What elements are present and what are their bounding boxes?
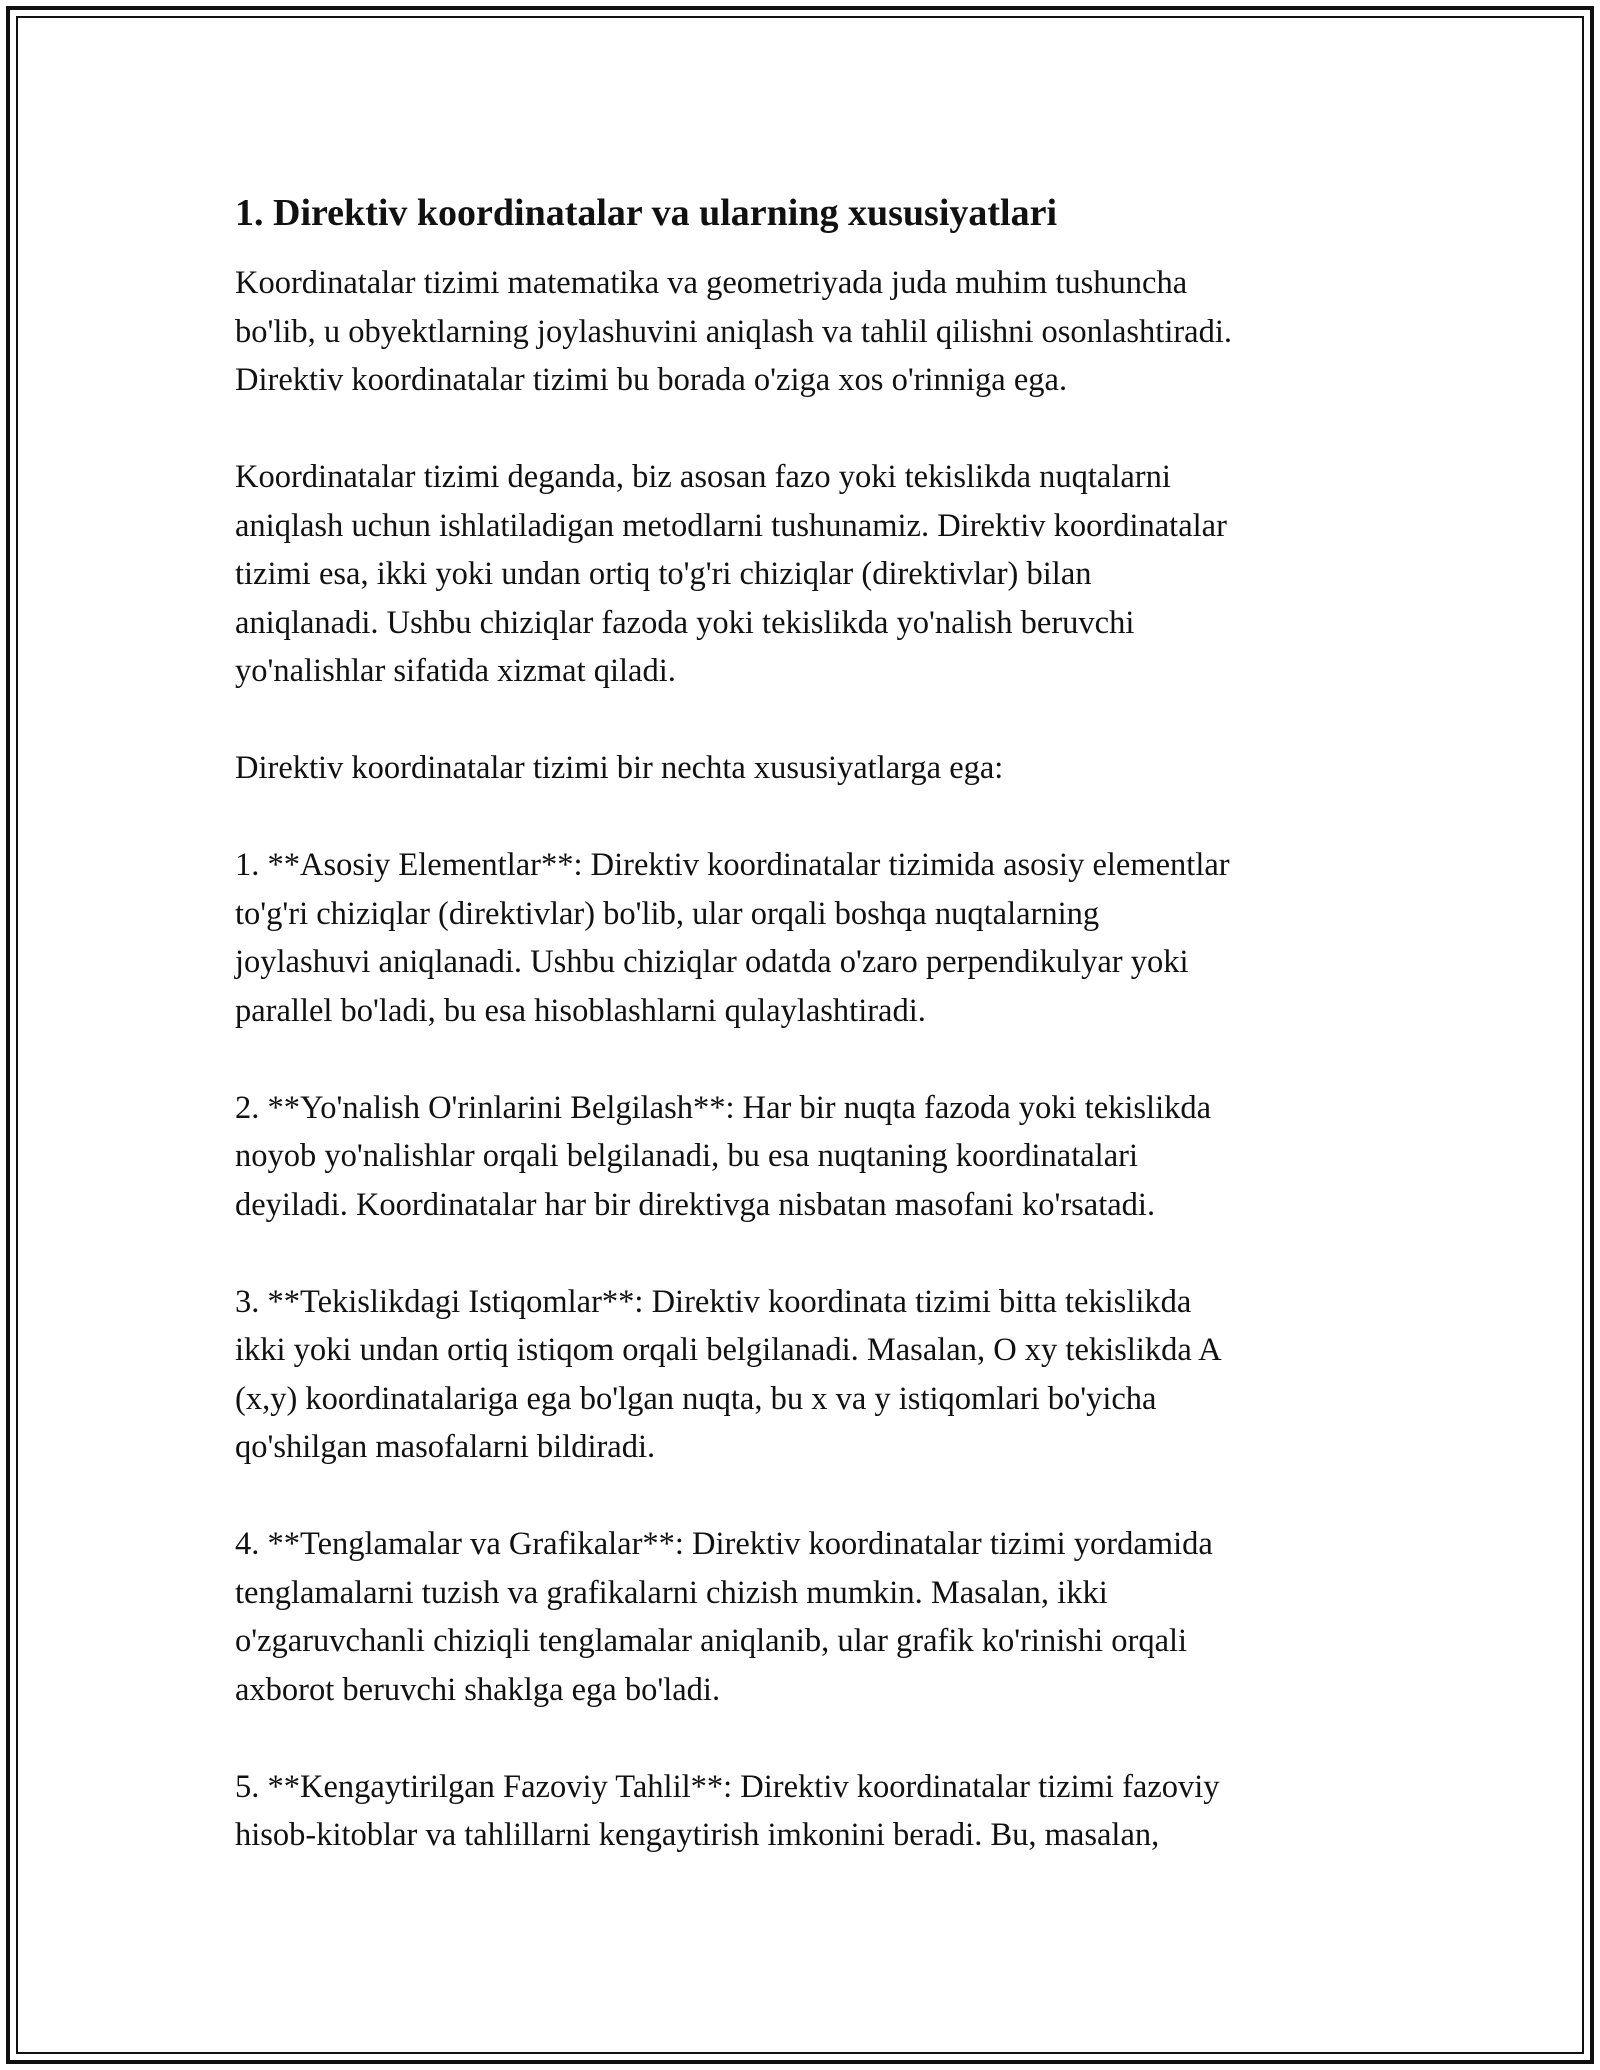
list-item-3 [235, 1278, 1370, 1472]
list-item-4 [235, 1520, 1370, 1714]
text-line: (x,y) koordinatalariga ega bo'lgan nuqta, bu x va y istiqomlari bo'yicha [235, 1380, 1157, 1417]
text-line: yo'nalishlar sifatida xizmat qiladi. [235, 653, 676, 689]
list-item-5 [235, 1763, 1370, 1860]
text-line: noyob yo'nalishlar orqali belgilanadi, bu esa nuqtaning koordinatalari [235, 1138, 1138, 1174]
text-line: bo'lib, u obyektlarning joylashuvini aniqlash va tahlil qilishni osonlashtiradi. [235, 313, 1232, 350]
text-line: tenglamalarni tuzish va grafikalarni chizish mumkin. Masalan, ikki [235, 1574, 1108, 1611]
list-item-1 [235, 841, 1370, 1035]
text-line: 1. **Asosiy Elementlar**: Direktiv koordinatalar tizimida asosiy elementlar [235, 847, 1230, 883]
text-line: Direktiv koordinatalar tizimi bir nechta xususiyatlarga ega: [235, 750, 1004, 786]
text-line: aniqlash uchun ishlatiladigan metodlarni tushunamiz. Direktiv koordinatalar [235, 507, 1227, 544]
paragraph-properties-intro [235, 744, 1370, 793]
text-line: 3. **Tekislikdagi Istiqomlar**: Direktiv koordinata tizimi bitta tekislikda [235, 1283, 1192, 1320]
text-line: tizimi esa, ikki yoki undan ortiq to'g'ri chiziqlar (direktivlar) bilan [235, 556, 1092, 592]
text-line: to'g'ri chiziqlar (direktivlar) bo'lib, ular orqali boshqa nuqtalarning [235, 895, 1100, 932]
text-line: 5. **Kengaytirilgan Fazoviy Tahlil**: Direktiv koordinatalar tizimi fazoviy [235, 1768, 1220, 1805]
text-line: hisob-kitoblar va tahlillarni kengaytirish imkonini beradi. Bu, masalan, [235, 1817, 1160, 1853]
document-title: 1. Direktiv koordinatalar va ularning xususiyatlari [235, 192, 1058, 234]
text-line: Koordinatalar tizimi matematika va geometriyada juda muhim tushuncha [235, 265, 1188, 301]
list-item-2 [235, 1084, 1370, 1230]
text-line: ikki yoki undan ortiq istiqom orqali belgilanadi. Masalan, O xy tekislikda A [235, 1332, 1222, 1368]
text-line: Koordinatalar tizimi deganda, biz asosan fazo yoki tekislikda nuqtalarni [235, 459, 1171, 495]
text-line: Direktiv koordinatalar tizimi bu borada o'ziga xos o'rinniga ega. [235, 362, 1068, 398]
text-line: 4. **Tenglamalar va Grafikalar**: Direktiv koordinatalar tizimi yordamida [235, 1526, 1213, 1562]
text-line: joylashuvi aniqlanadi. Ushbu chiziqlar odatda o'zaro perpendikulyar yoki [235, 944, 1189, 980]
text-line: aniqlanadi. Ushbu chiziqlar fazoda yoki tekislikda yo'nalish beruvchi [235, 604, 1135, 641]
document-body [235, 188, 1370, 1908]
text-line: 2. **Yo'nalish O'rinlarini Belgilash**: Har bir nuqta fazoda yoki tekislikda [235, 1089, 1212, 1126]
text-line: axborot beruvchi shaklga ega bo'ladi. [235, 1671, 721, 1708]
paragraph-intro [235, 259, 1370, 405]
text-line: deyiladi. Koordinatalar har bir direktivga nisbatan masofani ko'rsatadi. [235, 1186, 1156, 1223]
text-line: qo'shilgan masofalarni bildiradi. [235, 1429, 656, 1465]
text-line: parallel bo'ladi, bu esa hisoblashlarni qulaylashtiradi. [235, 992, 926, 1029]
paragraph-definition [235, 453, 1370, 696]
text-line: o'zgaruvchanli chiziqli tenglamalar aniqlanib, ular grafik ko'rinishi orqali [235, 1623, 1188, 1659]
